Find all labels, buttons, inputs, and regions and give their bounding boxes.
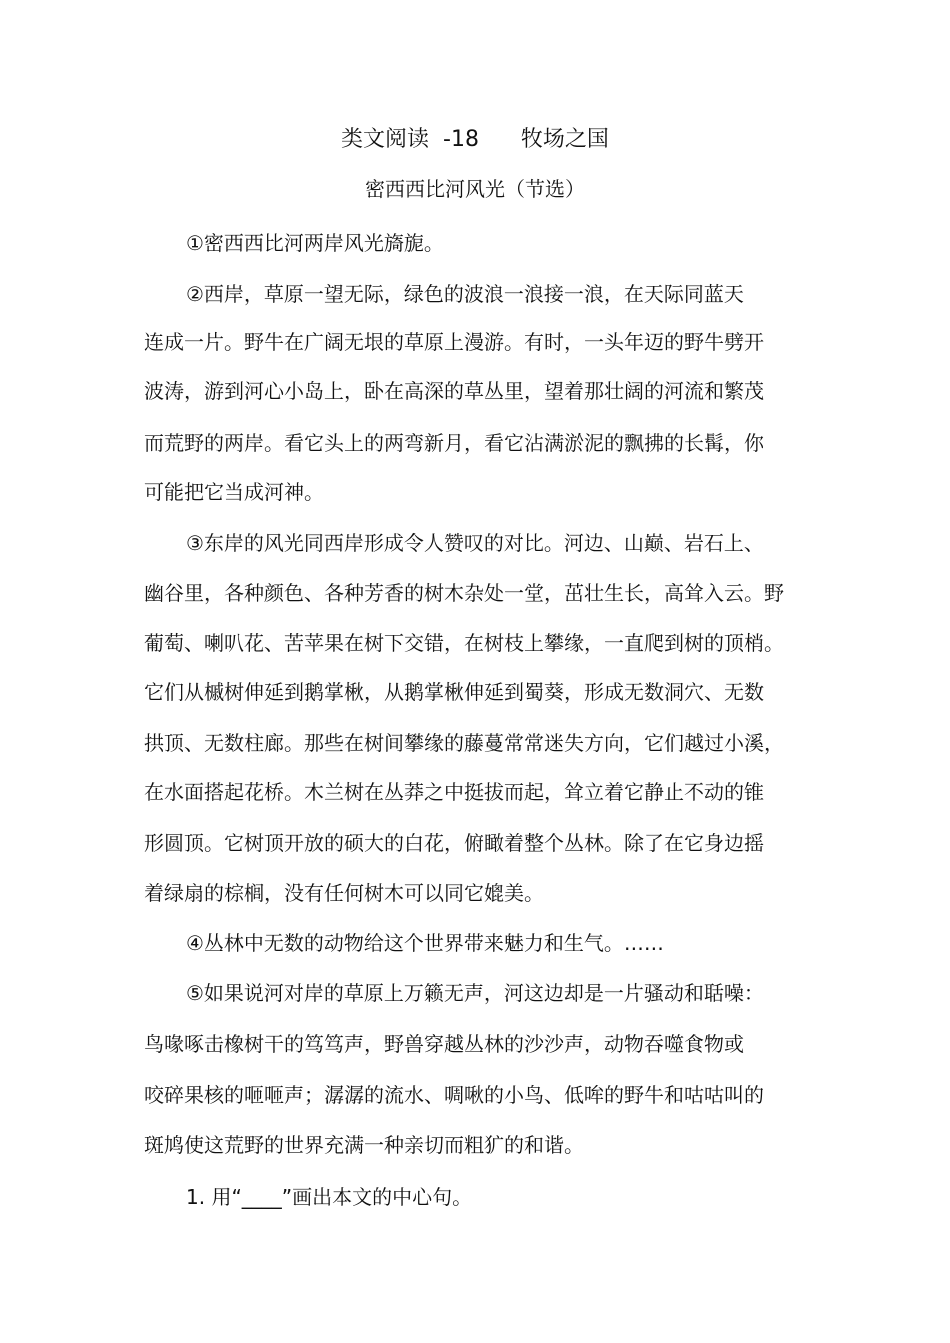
document-subtitle: 密西西比河风光（节选）	[365, 177, 585, 201]
paragraph-3-line-7: 形圆顶。它树顶开放的硕大的白花，俯瞰着整个丛林。除了在它身边摇	[144, 831, 764, 855]
document-title: 类文阅读 -18 牧场之国	[341, 127, 609, 152]
paragraph-3-line-4: 它们从槭树伸延到鹅掌楸，从鹅掌楸伸延到蜀葵，形成无数洞穴、无数	[144, 680, 764, 704]
paragraph-3-line-1: ③东岸的风光同西岸形成令人赞叹的对比。河边、山巅、岩石上、	[186, 531, 764, 555]
paragraph-5-line-1: ⑤如果说河对岸的草原上万籁无声，河这边却是一片骚动和聒噪：	[186, 981, 764, 1005]
paragraph-5-line-2: 鸟喙啄击橡树干的笃笃声，野兽穿越丛林的沙沙声，动物吞噬食物或	[144, 1032, 744, 1056]
paragraph-2-line-3: 波涛，游到河心小岛上，卧在高深的草丛里，望着那壮阔的河流和繁茂	[144, 379, 764, 403]
paragraph-3-line-3: 葡萄、喇叭花、苦苹果在树下交错，在树枝上攀缘，一直爬到树的顶梢。	[144, 631, 784, 655]
paragraph-2-line-5: 可能把它当成河神。	[144, 480, 324, 504]
paragraph-2-line-2: 连成一片。野牛在广阔无垠的草原上漫游。有时，一头年迈的野牛劈开	[144, 330, 764, 354]
paragraph-5-line-4: 斑鸠使这荒野的世界充满一种亲切而粗犷的和谐。	[144, 1133, 584, 1157]
paragraph-3-line-6: 在水面搭起花桥。木兰树在丛莽之中挺拔而起，耸立着它静止不动的锥	[144, 780, 764, 804]
paragraph-2-line-1: ②西岸，草原一望无际，绿色的波浪一浪接一浪，在天际同蓝天	[186, 282, 744, 306]
question-1: 1. 用“____”画出本文的中心句。	[186, 1185, 473, 1209]
paragraph-5-line-3: 咬碎果核的咂咂声；潺潺的流水、啁啾的小鸟、低哞的野牛和咕咕叫的	[144, 1083, 764, 1107]
paragraph-1-line-1: ①密西西比河两岸风光旖旎。	[186, 231, 444, 255]
paragraph-3-line-2: 幽谷里，各种颜色、各种芳香的树木杂处一堂，茁壮生长，高耸入云。野	[144, 581, 784, 605]
paragraph-2-line-4: 而荒野的两岸。看它头上的两弯新月，看它沾满淤泥的飘拂的长髯，你	[144, 431, 764, 455]
paragraph-4-line-1: ④丛林中无数的动物给这个世界带来魅力和生气。……	[186, 931, 664, 955]
paragraph-3-line-8: 着绿扇的棕榈，没有任何树木可以同它媲美。	[144, 881, 544, 905]
paragraph-3-line-5: 拱顶、无数柱廊。那些在树间攀缘的藤蔓常常迷失方向，它们越过小溪，	[144, 731, 784, 755]
